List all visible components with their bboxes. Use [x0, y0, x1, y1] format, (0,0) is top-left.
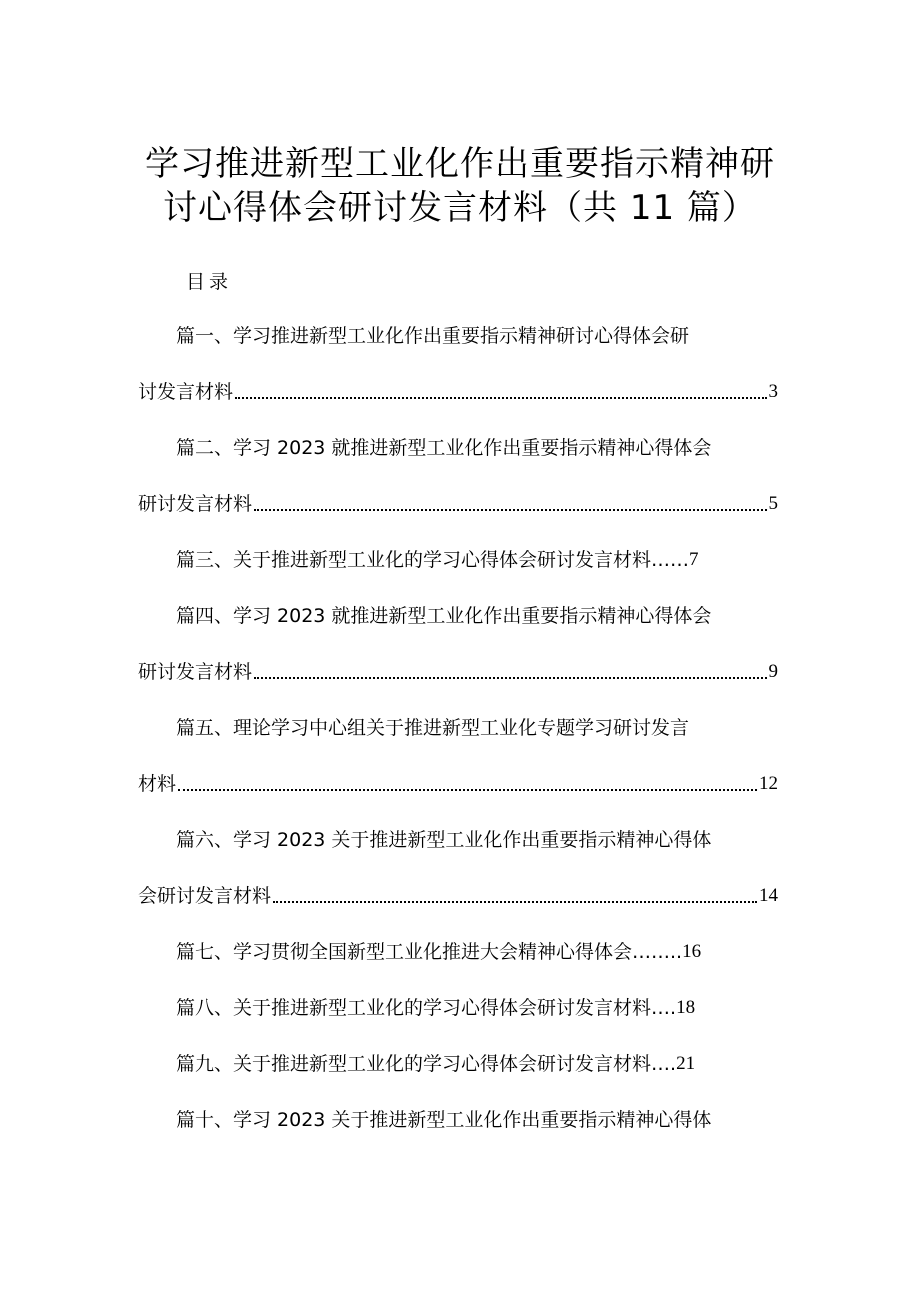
toc-entry-10-line-1[interactable]: 篇十、学习 2023 关于推进新型工业化作出重要指示精神心得体 — [176, 1109, 712, 1131]
toc-entry-1-page: 3 — [768, 381, 778, 402]
dot-leader — [254, 677, 766, 679]
toc-entry-7-text: 篇七、学习贯彻全国新型工业化推进大会精神心得体会 — [176, 941, 633, 963]
toc-entry-6-text: 会研讨发言材料 — [138, 885, 272, 907]
toc-entry-3-text: 篇三、关于推进新型工业化的学习心得体会研讨发言材料 — [176, 549, 652, 571]
title-line-1: 学习推进新型工业化作出重要指示精神研 — [145, 144, 775, 184]
toc-entry-8[interactable] — [176, 994, 695, 1022]
toc-entry-9-page: 21 — [676, 1053, 696, 1074]
toc-entry-9[interactable] — [176, 1050, 695, 1078]
toc-entry-1-line-2[interactable] — [138, 378, 778, 406]
dot-leader — [254, 509, 766, 511]
toc-entry-6-line-2[interactable] — [138, 882, 778, 910]
toc-entry-8-text: 篇八、关于推进新型工业化的学习心得体会研讨发言材料 — [176, 997, 652, 1019]
toc-entry-4-text: 研讨发言材料 — [138, 661, 253, 683]
toc-entry-9-dots: …. — [651, 1053, 677, 1075]
toc-entry-5-line-2[interactable] — [138, 770, 778, 798]
toc-entry-4-line-1[interactable]: 篇四、学习 2023 就推进新型工业化作出重要指示精神心得体会 — [176, 605, 712, 627]
toc-entry-4-line-2[interactable] — [138, 658, 778, 686]
toc-entry-1-text: 讨发言材料 — [138, 381, 234, 403]
toc-entry-6-page: 14 — [759, 885, 778, 906]
toc-entry-4-page: 9 — [768, 661, 778, 682]
toc-entry-8-dots: …. — [651, 997, 677, 1019]
toc-entry-3[interactable] — [176, 546, 699, 574]
toc-entry-2-page: 5 — [768, 493, 778, 514]
dot-leader — [273, 901, 757, 903]
toc-entry-9-text: 篇九、关于推进新型工业化的学习心得体会研讨发言材料 — [176, 1053, 652, 1075]
toc-heading: 目录 — [186, 271, 233, 293]
toc-entry-6-line-1[interactable]: 篇六、学习 2023 关于推进新型工业化作出重要指示精神心得体 — [176, 829, 712, 851]
toc-entry-5-line-1[interactable]: 篇五、理论学习中心组关于推进新型工业化专题学习研讨发言 — [176, 717, 690, 739]
toc-entry-2-text: 研讨发言材料 — [138, 493, 253, 515]
toc-entry-7[interactable] — [176, 938, 701, 966]
toc-entry-7-dots: …….. — [632, 941, 683, 963]
dot-leader — [178, 789, 757, 791]
title-line-2: 讨心得体会研讨发言材料（共 11 篇） — [163, 188, 757, 228]
toc-entry-5-text: 材料 — [138, 773, 177, 795]
toc-entry-7-page: 16 — [682, 941, 702, 962]
toc-entry-1-line-1[interactable]: 篇一、学习推进新型工业化作出重要指示精神研讨心得体会研 — [176, 325, 690, 347]
toc-entry-3-page: 7 — [689, 549, 699, 570]
toc-entry-5-page: 12 — [759, 773, 778, 794]
toc-entry-2-line-2[interactable] — [138, 490, 778, 518]
toc-entry-8-page: 18 — [676, 997, 696, 1018]
dot-leader — [235, 397, 766, 399]
toc-entry-3-dots: …… — [651, 549, 690, 571]
toc-entry-2-line-1[interactable]: 篇二、学习 2023 就推进新型工业化作出重要指示精神心得体会 — [176, 437, 712, 459]
